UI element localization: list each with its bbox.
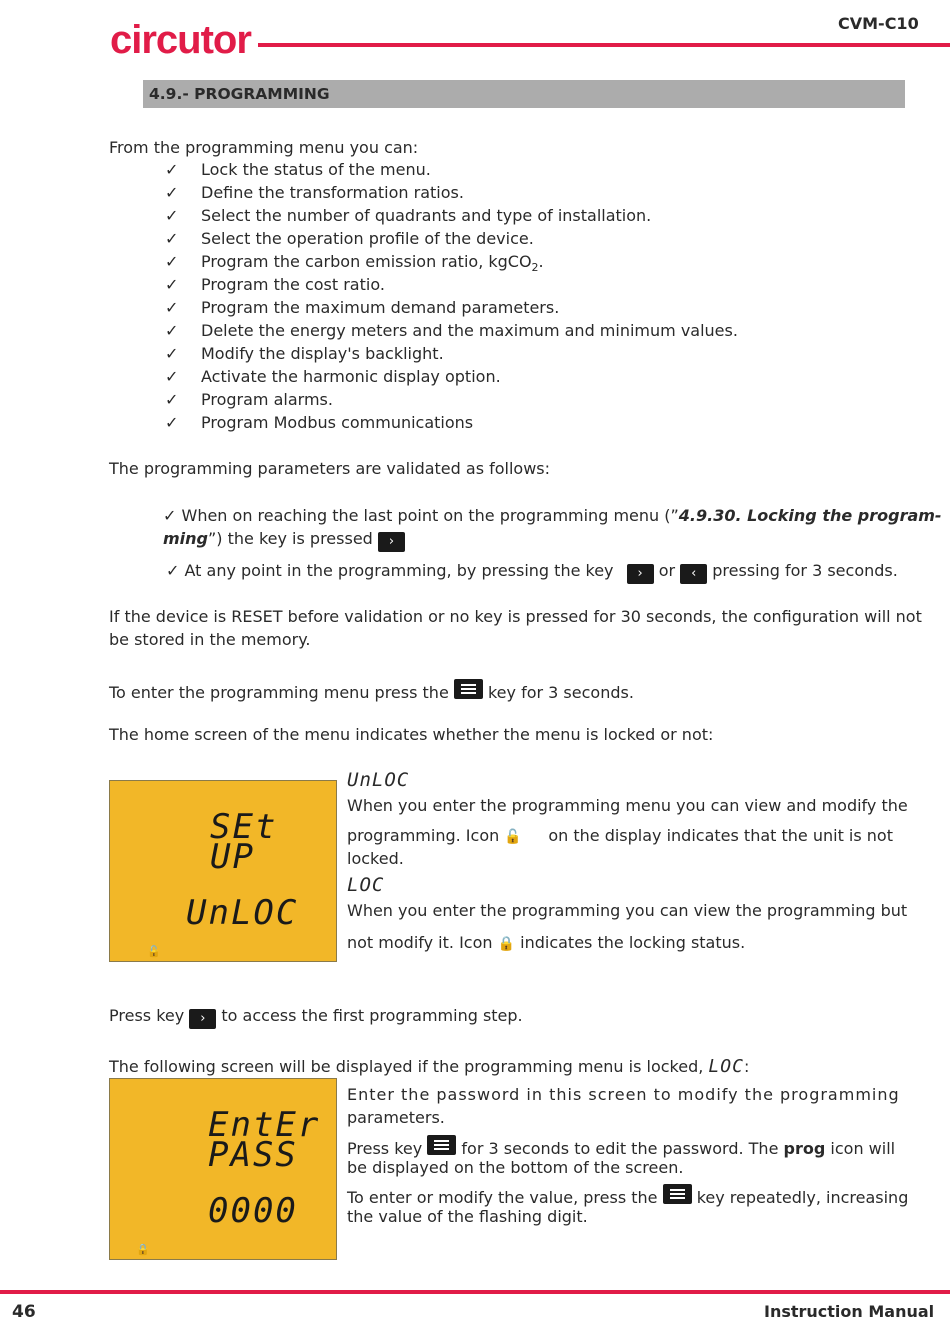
page-number: 46	[12, 1302, 36, 1322]
loc-label: LOC	[347, 874, 385, 896]
footer-rule	[0, 1290, 950, 1294]
press-key-text: Press key › to access the first programming step.	[109, 1006, 523, 1029]
loc-inline-label: LOC	[708, 1056, 744, 1077]
lock-icon: 🔒	[136, 1243, 152, 1256]
lcd-display-unlocked	[109, 780, 337, 962]
circutor-logo: circutor	[110, 18, 251, 62]
list-item: ✓ Select the operation profile of the device.	[165, 229, 534, 248]
unloc-text-line-2: programming. Icon 🔓 on the display indicates that the unit is not	[347, 826, 893, 845]
check-icon: ✓	[165, 390, 179, 409]
password-text-line-4: be displayed on the bottom of the screen.	[347, 1158, 684, 1177]
unloc-label: UnLOC	[347, 769, 410, 791]
password-text-line-2: parameters.	[347, 1108, 445, 1127]
list-item: ✓ Program Modbus communications	[165, 413, 474, 432]
check-icon: ✓	[165, 183, 179, 202]
list-item: ✓ Select the number of quadrants and type of installation.	[165, 206, 652, 225]
list-item: ✓ Program the carbon emission ratio, kgCO$_2$.	[165, 252, 544, 275]
check-icon: ✓	[165, 229, 179, 248]
list-item: ✓ Delete the energy meters and the maximum and minimum values.	[165, 321, 738, 340]
unloc-text-line-1: When you enter the programming menu you can view and modify the	[347, 796, 908, 815]
validation-item-2: ✓ At any point in the programming, by pressing the key › or ‹ pressing for 3 seconds.	[166, 561, 898, 584]
prog-word: prog	[783, 1139, 826, 1158]
home-screen-note: The home screen of the menu indicates whether the menu is locked or not:	[109, 725, 714, 744]
check-icon: ✓	[165, 413, 179, 432]
validation-item-1: ✓ When on reaching the last point on the programming menu (”4.9.30. Locking the program-	[163, 506, 942, 525]
feature-list	[165, 160, 738, 436]
check-icon: ✓	[165, 252, 179, 271]
check-icon: ✓	[165, 206, 179, 225]
list-item: ✓ Program alarms.	[165, 390, 333, 409]
list-item: ✓ Define the transformation ratios.	[165, 183, 464, 202]
menu-key-icon	[427, 1135, 456, 1155]
right-key-icon: ›	[627, 564, 654, 584]
password-text-line-6: the value of the flashing digit.	[347, 1207, 588, 1226]
lock-icon: 🔒	[497, 936, 516, 952]
list-item: ✓ Activate the harmonic display option.	[165, 367, 501, 386]
left-key-icon: ‹	[680, 564, 707, 584]
header-rule	[258, 43, 950, 47]
loc-text-line-1: When you enter the programming you can view the programming but	[347, 901, 908, 920]
password-text-line-5: To enter or modify the value, press the key repeatedly, increasing	[347, 1184, 908, 1208]
right-key-icon: ›	[189, 1009, 216, 1029]
check-icon: ✓	[165, 344, 179, 363]
list-item: ✓ Modify the display's backlight.	[165, 344, 444, 363]
loc-text-line-2: not modify it. Icon 🔒 indicates the locking status.	[347, 933, 746, 952]
lcd-line-1: SEt	[210, 807, 278, 847]
intro-text: From the programming menu you can:	[109, 138, 419, 157]
lcd-line-2: PASS	[208, 1135, 298, 1175]
check-icon: ✓	[165, 367, 179, 386]
reset-note-line-2: be stored in the memory.	[109, 630, 311, 649]
menu-key-icon	[663, 1184, 692, 1204]
lcd-line-3: 0000	[208, 1191, 298, 1231]
check-icon: ✓	[163, 506, 177, 525]
reset-note-line-1: If the device is RESET before validation or no key is pressed for 30 seconds, the configuration will not	[109, 607, 922, 626]
check-icon: ✓	[165, 160, 179, 179]
check-icon: ✓	[165, 275, 179, 294]
manual-title: Instruction Manual	[764, 1302, 935, 1321]
unlock-icon: 🔓	[147, 945, 163, 958]
lcd-line-2: UP	[210, 837, 255, 877]
menu-key-icon	[454, 679, 483, 699]
list-item: ✓ Lock the status of the menu.	[165, 160, 431, 179]
lcd-display-password	[109, 1078, 337, 1260]
list-item: ✓ Program the maximum demand parameters.	[165, 298, 560, 317]
enter-menu-text: To enter the programming menu press the key for 3 seconds.	[109, 679, 634, 703]
unlock-icon: 🔓	[504, 829, 522, 845]
lcd-line-1: EntEr	[208, 1105, 321, 1145]
list-item: ✓ Program the cost ratio.	[165, 275, 385, 294]
section-header	[143, 80, 905, 108]
check-icon: ✓	[166, 561, 180, 580]
section-title: 4.9.- PROGRAMMING	[149, 85, 330, 103]
check-icon: ✓	[165, 298, 179, 317]
lcd-line-3: UnLOC	[186, 893, 299, 933]
right-key-icon: ›	[378, 532, 405, 552]
validation-intro: The programming parameters are validated as follows:	[109, 459, 551, 478]
password-text-line-1: Enter the password in this screen to modify the programming	[347, 1085, 900, 1104]
validation-item-1-cont: ming”) the key is pressed ›	[163, 529, 405, 552]
product-name: CVM-C10	[838, 14, 919, 33]
cross-reference-link[interactable]: 4.9.30. Locking the program-	[678, 506, 942, 525]
password-text-line-3: Press key for 3 seconds to edit the password. The prog icon will	[347, 1135, 895, 1159]
locked-screen-note: The following screen will be displayed if the programming menu is locked, LOC:	[109, 1056, 750, 1077]
check-icon: ✓	[165, 321, 179, 340]
unloc-text-line-3: locked.	[347, 849, 404, 868]
